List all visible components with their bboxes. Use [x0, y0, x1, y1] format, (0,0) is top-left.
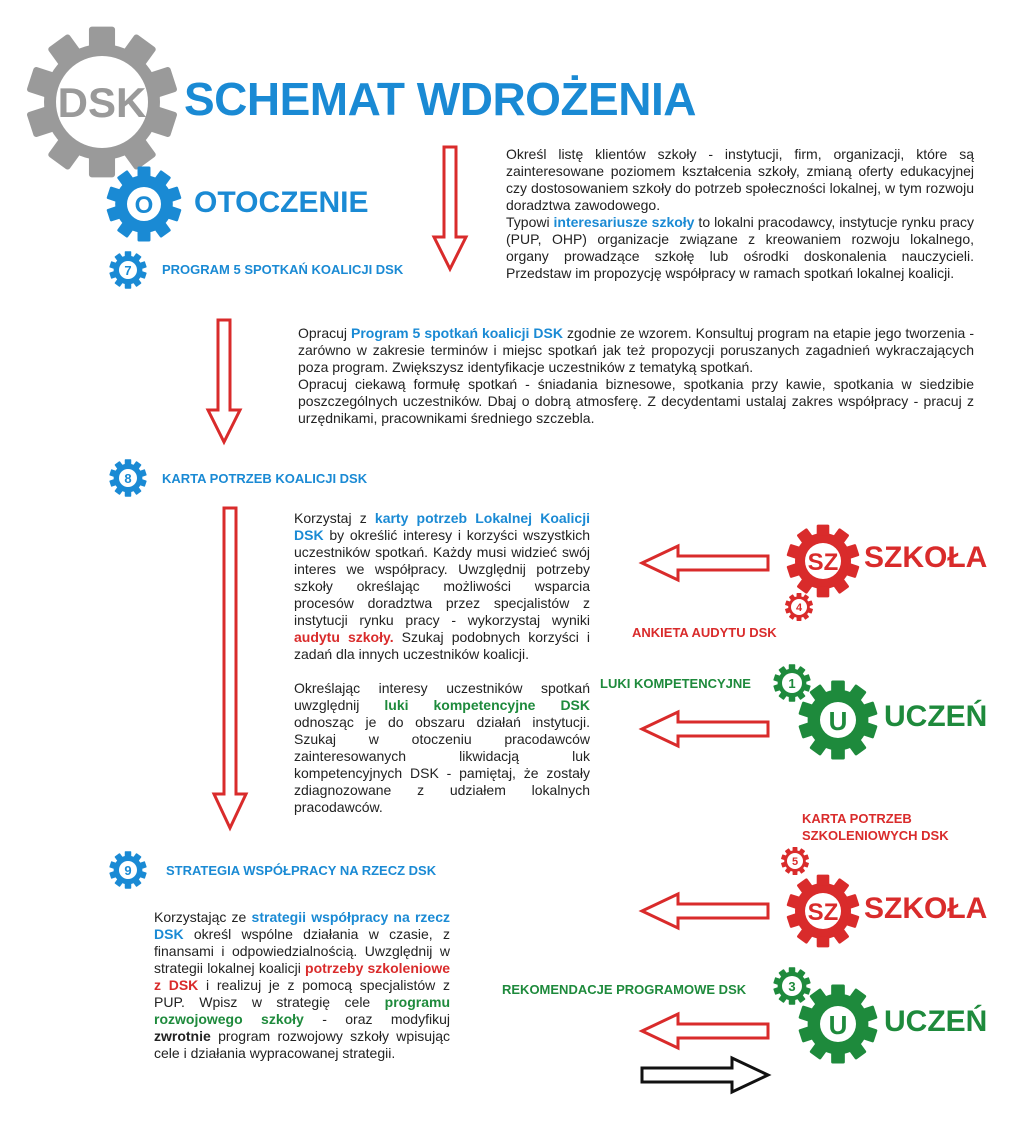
- otoczenie-gear-icon: [106, 166, 182, 242]
- logo-text: DSK: [57, 79, 147, 126]
- step-9-text: [154, 909, 450, 1062]
- uczen-label: UCZEŃ: [884, 1005, 988, 1038]
- step-8-heading: KARTA POTRZEB KOALICJI DSK: [162, 471, 368, 486]
- text-fragment: Określając interesy uczestników spotkań uwzględnij: [294, 680, 590, 713]
- uczen-gear-icon: [798, 680, 878, 760]
- karta-highlight: karty potrzeb Lokalnej Koalicji DSK: [294, 510, 590, 543]
- step-7-text-1: [298, 325, 974, 376]
- step-8-text-1: [294, 510, 590, 663]
- step-5-number: 5: [791, 856, 799, 868]
- szkola-label: SZKOŁA: [864, 892, 988, 925]
- page-title: SCHEMAT WDROŻENIA: [184, 73, 696, 125]
- text-fragment: Korzystając ze: [154, 909, 252, 925]
- step-7-heading: PROGRAM 5 SPOTKAŃ KOALICJI DSK: [162, 262, 404, 277]
- szkola-gear-letters: SZ: [807, 899, 839, 926]
- karta-label-line-2: SZKOLENIOWYCH DSK: [802, 828, 949, 843]
- text-fragment: to lokalni pracodawcy, instytucje rynku pracy (PUP, OHP) organizacje związane z kreowaniem rozwoju lokalnego, organy prowadzące szkołę lub ośrodki doskonalenia nauczycieli. Przedstaw im propozycję współpracy w ramach spotkań lokalnej koalicji.: [506, 214, 974, 281]
- rekomendacje-label: REKOMENDACJE PROGRAMOWE DSK: [502, 982, 747, 997]
- otoczenie-text-2: [506, 214, 974, 282]
- step-4-gear-icon: [784, 592, 814, 622]
- step-7-gear-icon: [108, 250, 148, 290]
- luki-label: LUKI KOMPETENCYJNE: [600, 676, 751, 691]
- otoczenie-description: [506, 146, 974, 282]
- uczen-gear-letter: U: [828, 1010, 848, 1040]
- text-fragment: Opracuj: [298, 325, 351, 341]
- down-arrow-icon: [212, 506, 248, 832]
- zwrotnie-highlight: zwrotnie: [154, 1028, 211, 1044]
- text-fragment: - oraz modyfikuj: [303, 1011, 450, 1027]
- right-arrow-icon: [640, 1056, 770, 1094]
- text-fragment: zgodnie ze wzorem. Konsultuj program na etapie jego tworzenia - zarówno w zakresie terminów i miejsc spotkań jak też propozycji poruszanych zagadnień wykraczających poza program. Zwiększysz identyfikacje uczestników z tematyką spotkań.: [298, 325, 974, 375]
- step-7-description: [298, 325, 974, 427]
- step-9-description: [154, 909, 450, 1062]
- uczen-gear-icon: [798, 984, 878, 1064]
- dsk-logo-gear-icon: [22, 22, 182, 182]
- szkola-gear-icon: [786, 874, 860, 948]
- step-4-number: 4: [795, 602, 803, 614]
- left-arrow-icon: [640, 544, 770, 582]
- interesariusze-highlight: interesariusze szkoły: [553, 214, 695, 230]
- szkola-gear-icon: [786, 524, 860, 598]
- text-fragment: odnosząc je do obszaru działań instytucji. Szukaj w otoczeniu pracodawców zainteresowanych likwidacją luk kompetencyjnych DSK - pamiętaj, że zostały zdiagnozowane z udziałem lokalnych pracodawców.: [294, 714, 590, 815]
- szkola-label: SZKOŁA: [864, 541, 988, 574]
- left-arrow-icon: [640, 710, 770, 748]
- down-arrow-icon: [432, 145, 468, 273]
- step-8-gear-icon: [108, 458, 148, 498]
- uczen-label: UCZEŃ: [884, 700, 988, 733]
- szkola-gear-letters: SZ: [807, 549, 839, 576]
- uczen-gear-letter: U: [828, 706, 848, 736]
- program-rozwojowy-highlight: programu rozwojowego szkoły: [154, 994, 450, 1027]
- step-9-number: 9: [124, 863, 132, 878]
- text-fragment: by określić interesy i korzyści wszystkich uczestników spotkań. Każdy musi widzieć swój interes we współpracy. Uwzględnij potrzeby szkoły określając możliwości wsparcia procesów doradztwa przez specjalistów z instytucji rynku pracy - wykorzystaj wyniki: [294, 527, 590, 628]
- down-arrow-icon: [206, 318, 242, 446]
- strategia-highlight: strategii współpracy na rzecz DSK: [154, 909, 450, 942]
- text-fragment: Typowi: [506, 214, 554, 230]
- step-9-heading: STRATEGIA WSPÓŁPRACY NA RZECZ DSK: [166, 863, 437, 878]
- left-arrow-icon: [640, 1012, 770, 1050]
- program-highlight: Program 5 spotkań koalicji DSK: [351, 325, 563, 341]
- step-9-gear-icon: [108, 850, 148, 890]
- left-arrow-icon: [640, 892, 770, 930]
- step-7-text-2: Opracuj ciekawą formułę spotkań - śniadania biznesowe, spotkania przy kawie, spotkania w siedzibie poszczególnych uczestników. Dbaj o dobrą atmosferę. Z decydentami ustalaj zakres współpracy - pracuj z urzędnikami, pracownikami średniego szczebla.: [298, 376, 974, 426]
- step-8-number: 8: [124, 471, 132, 486]
- step-5-gear-icon: [780, 846, 810, 876]
- step-8-text-2: [294, 680, 590, 816]
- text-fragment: Korzystaj z: [294, 510, 375, 526]
- otoczenie-gear-letter: O: [134, 192, 154, 219]
- step-7-number: 7: [124, 263, 132, 278]
- otoczenie-text-1: Określ listę klientów szkoły - instytucji, firm, organizacji, które są zainteresowane poziomem kształcenia szkoły, zmianą oferty edukacyjnej czy dostosowaniem szkoły do potrzeb społeczności lokalnej, w tym rozwoju doradztwa zawodowego.: [506, 146, 974, 213]
- text-fragment: Szukaj podobnych korzyści i zadań dla innych uczestników koalicji.: [294, 629, 590, 662]
- text-fragment: i realizuj je z pomocą specjalistów z PUP. Wpisz w strategię cele: [154, 977, 451, 1010]
- audyt-highlight: audytu szkoły.: [294, 629, 394, 645]
- ankieta-label: ANKIETA AUDYTU DSK: [632, 625, 777, 640]
- otoczenie-label: OTOCZENIE: [194, 186, 369, 219]
- text-fragment: program rozwojowy szkoły wpisując cele i działania wypracowanej strategii.: [154, 1028, 450, 1061]
- step-8-description: [294, 510, 590, 816]
- potrzeby-highlight: potrzeby szkoleniowe z DSK: [154, 960, 450, 993]
- karta-label-line-1: KARTA POTRZEB: [802, 811, 912, 826]
- step-1-number: 1: [788, 676, 796, 691]
- step-3-number: 3: [788, 979, 796, 994]
- luki-highlight: luki kompetencyjne DSK: [384, 697, 590, 713]
- text-fragment: określ wspólne działania w czasie, z finansami i odpowiedzialnością. Uwzględnij w strategii lokalnej koalicji: [154, 926, 450, 976]
